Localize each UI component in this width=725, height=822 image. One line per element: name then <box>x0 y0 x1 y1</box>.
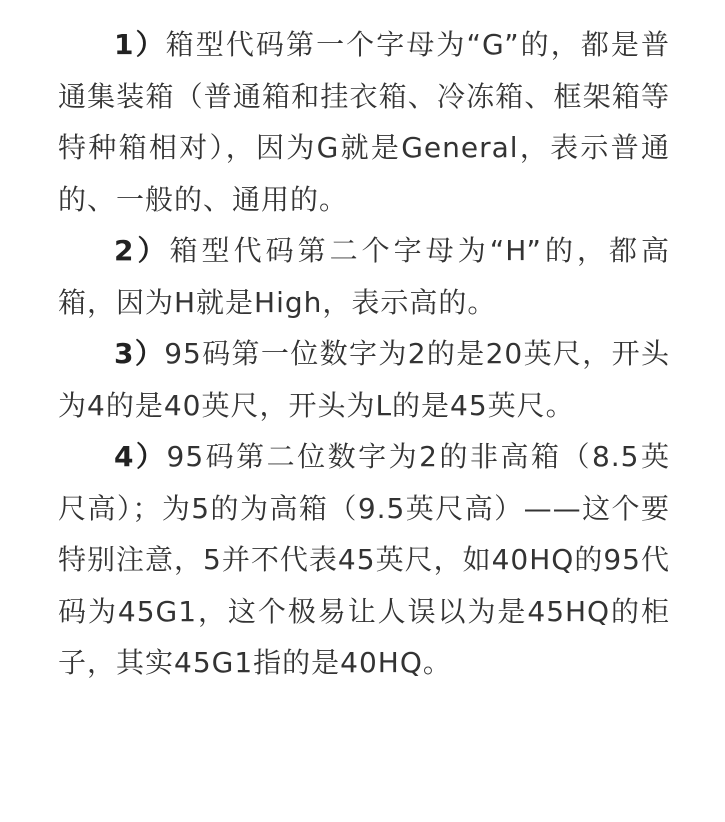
paragraph-3 <box>58 328 670 431</box>
paragraph-3-text: 95码第一位数字为2的是20英尺，开头为4的是40英尺，开头为L的是45英尺。 <box>58 337 670 422</box>
paragraph-4-number: 4） <box>114 440 167 473</box>
paragraph-4 <box>58 431 670 689</box>
paragraph-2-text: 箱型代码第二个字母为“H”的，都高箱，因为H就是High，表示高的。 <box>58 234 670 319</box>
paragraph-4-text: 95码第二位数字为2的非高箱（8.5英尺高）；为5的为高箱（9.5英尺高）——这个要特别注意，5并不代表45英尺，如40HQ的95代码为45G1，这个极易让人误以为是45HQ的柜子，其实45G1指的是40HQ。 <box>58 440 671 679</box>
paragraph-1-number: 1） <box>114 28 166 61</box>
paragraph-2-number: 2） <box>114 234 170 267</box>
paragraph-1-text: 箱型代码第一个字母为“G”的，都是普通集装箱（普通箱和挂衣箱、冷冻箱、框架箱等特种箱相对），因为G就是General，表示普通的、一般的、通用的。 <box>58 28 670 216</box>
document-body <box>58 19 670 689</box>
paragraph-1 <box>58 19 670 225</box>
paragraph-2 <box>58 225 670 328</box>
paragraph-3-number: 3） <box>114 337 165 370</box>
